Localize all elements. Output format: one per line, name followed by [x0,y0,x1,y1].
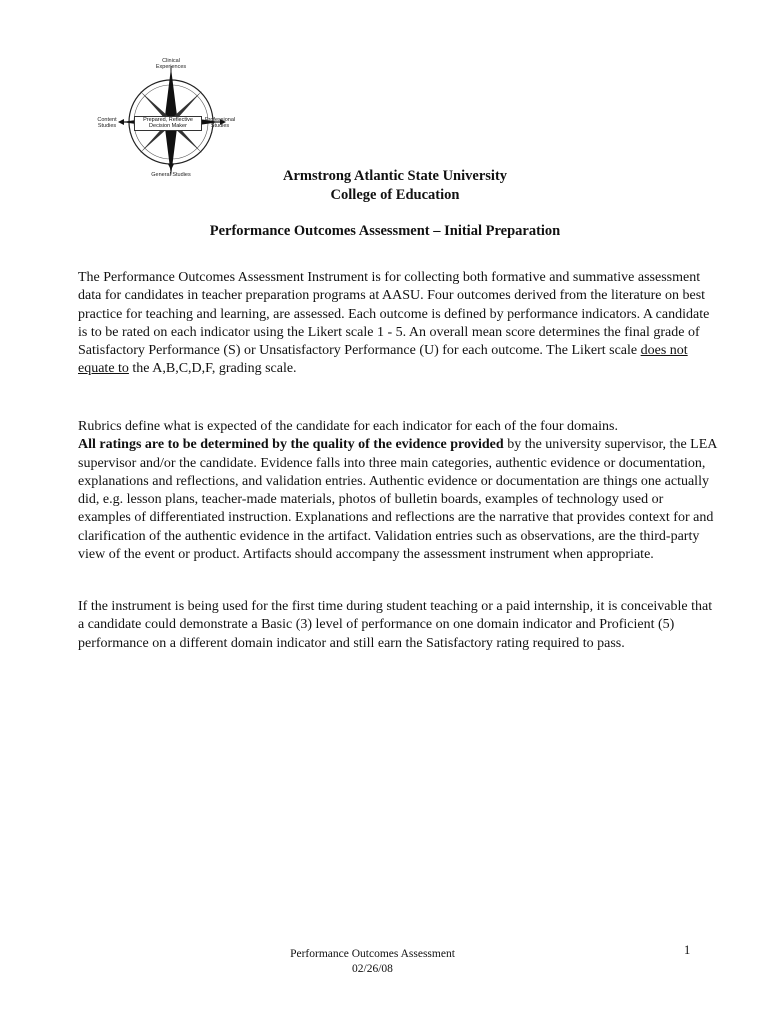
intro-text: The Performance Outcomes Assessment Instrument is for collecting both formative and summative assessment data for candidates in teacher preparation programs at AASU. Four outcomes derived from the literature on best practice for teaching and learning, are assessed. Each outcome is defined by performance indicators. A candidate is to be rated on each indicator using the Likert scale 1 - 5. An overall mean score determines the final grade of Satisfactory Performance (S) or Unsatisfactory Performance (U) for each outcome. The Likert scale [78,270,710,359]
logo-label-content: Content Studies [97,117,117,129]
university-name: Armstrong Atlantic State University [282,168,508,184]
rubrics-text: by the university supervisor, the LEA supervisor and/or the candidate. Evidence falls into three main categories, authentic evidence or documentation, explanations and reflections, and validation entries. Authentic evidence or documentation are things one actually did, e.g. lesson plans, teacher-made materials, photos of bulletin boards, examples of technology used or examples of differentiated instruction. Explanations and reflections are the narrative that provides context for and clarification of the authentic evidence in the artifact. Validation entries such as observations, are the third-party view of the event or product. Artifacts should accompany the assessment instrument when appropriate. [78,437,717,563]
logo-label-general: General Studies [151,172,191,178]
college-name: College of Education [330,187,460,203]
intro-text-end: the A,B,C,D,F, grading scale. [128,361,297,377]
logo-label-clinical: Clinical Experiences [155,58,187,70]
rubrics-first-line: Rubrics define what is expected of the candidate for each indicator for each of the four domains. [78,419,618,434]
page-title: Performance Outcomes Assessment – Initial Preparation [209,223,561,239]
page-number: 1 [684,943,691,957]
logo-label-professional: Professional Studies [204,117,236,129]
paragraph-instrument-use: If the instrument is being used for the first time during student teaching or a paid internship, it is conceivable that a candidate could demonstrate a Basic (3) level of performance on one domain indicator and Proficient (5) performance on a different domain indicator and still earn the Satisfactory rating required to pass. [78,599,713,651]
underlined-phrase: does not equate to [78,343,688,377]
footer-date: 02/26/08 [352,963,393,975]
footer-title: Performance Outcomes Assessment [290,948,455,960]
bold-ratings-statement: All ratings are to be determined by the quality of the evidence provided [78,437,504,453]
paragraph-intro [78,269,718,379]
page-footer [230,947,515,977]
paragraph-rubrics [78,418,718,564]
logo-center-label: Prepared, Reflective Decision Maker [134,116,202,131]
